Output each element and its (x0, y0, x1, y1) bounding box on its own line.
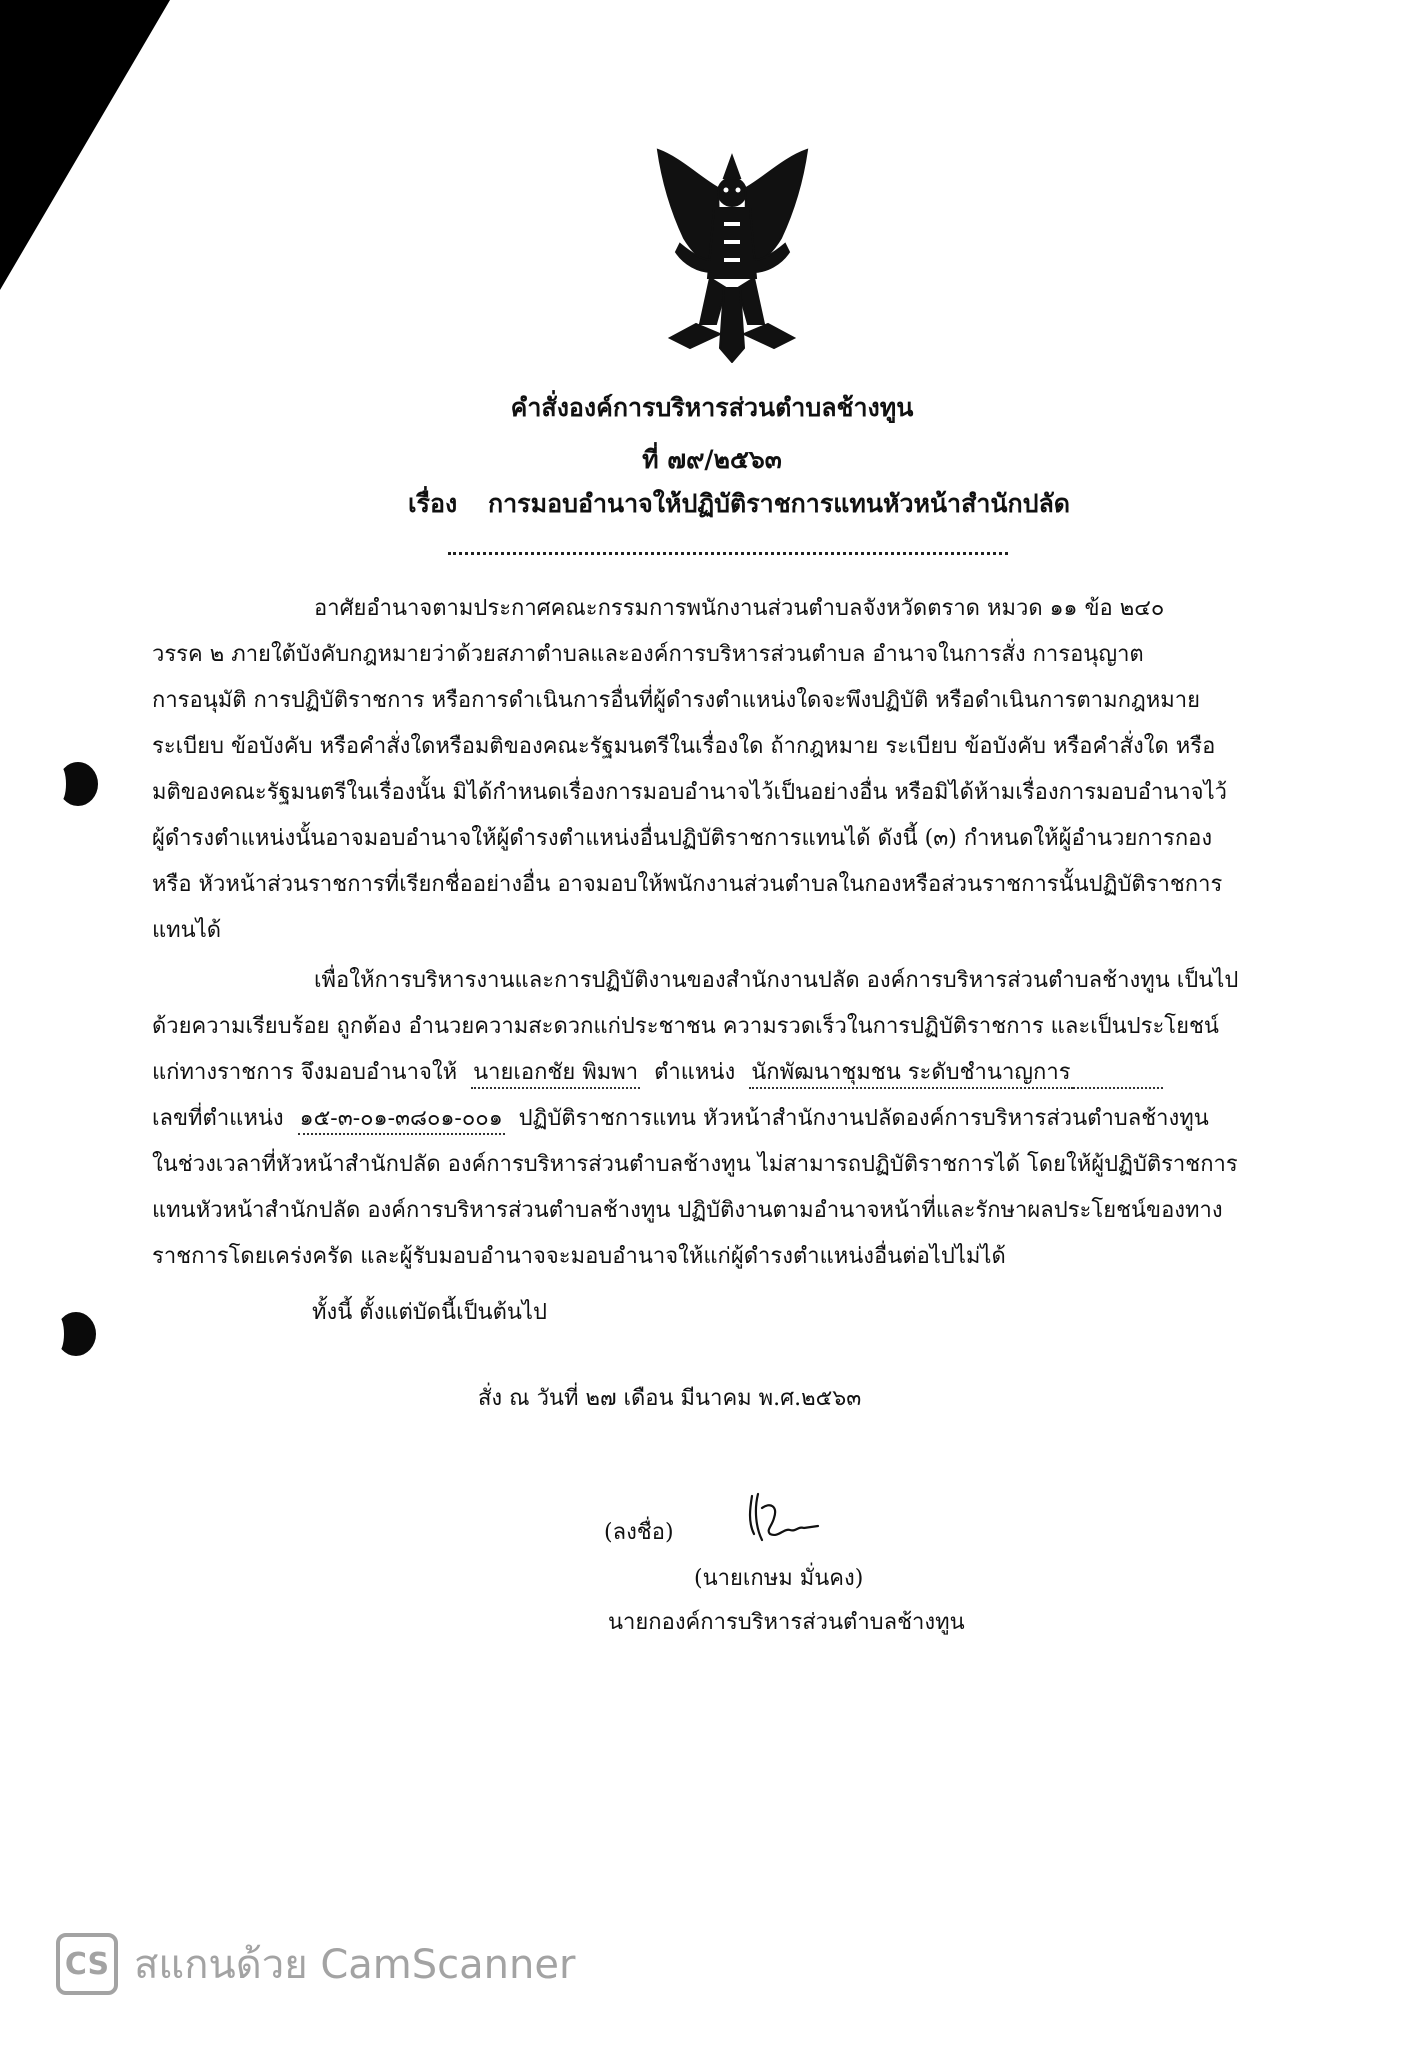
paragraph-line: เพื่อให้การบริหารงานและการปฏิบัติงานของสำนักงานปลัด องค์การบริหารส่วนตำบลช้างทูน เป็นไป (314, 968, 1239, 993)
signer-name: (นายเกษม มั่นคง) (694, 1566, 864, 1591)
subject-label: เรื่อง (408, 489, 458, 518)
paragraph-line: มติของคณะรัฐมนตรีในเรื่องนั้น มิได้กำหนดเรื่องการมอบอำนาจไว้เป็นอย่างอื่น หรือมิได้ห้ามเรื่องการมอบอำนาจไว้ (152, 780, 1227, 805)
camscanner-watermark (56, 1932, 575, 1996)
signer-position: นายกองค์การบริหารส่วนตำบลช้างทูน (608, 1610, 965, 1635)
signature-label: (ลงชื่อ) (604, 1520, 674, 1545)
paragraph-delegation (152, 958, 1238, 1280)
effective-clause: ทั้งนี้ ตั้งแต่บัดนี้เป็นต้นไป (312, 1300, 547, 1325)
position-number: ๑๕-๓-๐๑-๓๘๐๑-๐๐๑ (298, 1105, 505, 1135)
paragraph-authority (152, 586, 1227, 954)
watermark-text: สแกนด้วย CamScanner (134, 1942, 576, 1988)
paragraph-line: หรือ หัวหน้าส่วนราชการที่เรียกชื่ออย่างอื่น อาจมอบให้พนักงานส่วนตำบลในกองหรือส่วนราชการนั้นปฏิบัติราชการ (152, 872, 1223, 897)
camscanner-logo-icon: CS (56, 1933, 118, 1995)
subject-line (408, 484, 1070, 524)
paragraph-line: อาศัยอำนาจตามประกาศคณะกรรมการพนักงานส่วนตำบลจังหวัดตราด หมวด ๑๑ ข้อ ๒๔๐ (314, 596, 1165, 621)
paragraph-line: แทนได้ (152, 918, 222, 943)
delegate-name: นายเอกชัย พิมพา (471, 1059, 640, 1089)
punch-hole-bottom (56, 1312, 96, 1356)
garuda-emblem-icon (640, 148, 825, 363)
paragraph-line: ราชการโดยเคร่งครัด และผู้รับมอบอำนาจจะมอบอำนาจให้แก่ผู้ดำรงตำแหน่งอื่นต่อไปไม่ได้ (152, 1244, 1006, 1269)
paragraph-line: ระเบียบ ข้อบังคับ หรือคำสั่งใดหรือมติของคณะรัฐมนตรีในเรื่องใด ถ้ากฎหมาย ระเบียบ ข้อบังคับ หรือคำสั่งใด หรือ (152, 734, 1216, 759)
paragraph-line: ด้วยความเรียบร้อย ถูกต้อง อำนวยความสะดวกแก่ประชาชน ความรวดเร็วในการปฏิบัติราชการ และเป็นประโยชน์ (152, 1014, 1219, 1039)
paragraph-line: ผู้ดำรงตำแหน่งนั้นอาจมอบอำนาจให้ผู้ดำรงตำแหน่งอื่นปฏิบัติราชการแทนได้ ดังนี้ (๓) กำหนดให้ผู้อำนวยการกอง (152, 826, 1213, 851)
document-title: คำสั่งองค์การบริหารส่วนตำบลช้างทูน (510, 393, 914, 422)
punch-hole-top (58, 762, 98, 806)
divider (448, 552, 1008, 555)
paragraph-line: ในช่วงเวลาที่หัวหน้าสำนักปลัด องค์การบริหารส่วนตำบลช้างทูน ไม่สามารถปฏิบัติราชการได้ โดยให้ผู้ปฏิบัติราชการ (152, 1152, 1238, 1177)
paragraph-line: แก่ทางราชการ จึงมอบอำนาจให้ นายเอกชัย พิมพา ตำแหน่ง นักพัฒนาชุมชน ระดับชำนาญการ (152, 1050, 1238, 1096)
delegate-position: นักพัฒนาชุมชน ระดับชำนาญการ (749, 1059, 1072, 1089)
paragraph-line: แทนหัวหน้าสำนักปลัด องค์การบริหารส่วนตำบลช้างทูน ปฏิบัติงานตามอำนาจหน้าที่และรักษาผลประโยชน์ของทาง (152, 1198, 1223, 1223)
paragraph-line: วรรค ๒ ภายใต้บังคับกฎหมายว่าด้วยสภาตำบลและองค์การบริหารส่วนตำบล อำนาจในการสั่ง การอนุญาต (152, 642, 1144, 667)
order-date: สั่ง ณ วันที่ ๒๗ เดือน มีนาคม พ.ศ.๒๕๖๓ (478, 1386, 862, 1411)
scan-corner-shadow (0, 0, 170, 290)
position-label: ตำแหน่ง (654, 1060, 736, 1085)
paragraph-line: เลขที่ตำแหน่ง ๑๕-๓-๐๑-๓๘๐๑-๐๐๑ ปฏิบัติราชการแทน หัวหน้าสำนักงานปลัดองค์การบริหารส่วนตำบลช้างทูน (152, 1096, 1238, 1142)
subject-text: การมอบอำนาจให้ปฏิบัติราชการแทนหัวหน้าสำนักปลัด (488, 489, 1071, 518)
paragraph-line: การอนุมัติ การปฏิบัติราชการ หรือการดำเนินการอื่นที่ผู้ดำรงตำแหน่งใดจะพึงปฏิบัติ หรือดำเนินการตามกฎหมาย (152, 688, 1200, 713)
order-number: ที่ ๗๙/๒๕๖๓ (642, 445, 782, 474)
handwritten-signature (744, 1488, 834, 1548)
